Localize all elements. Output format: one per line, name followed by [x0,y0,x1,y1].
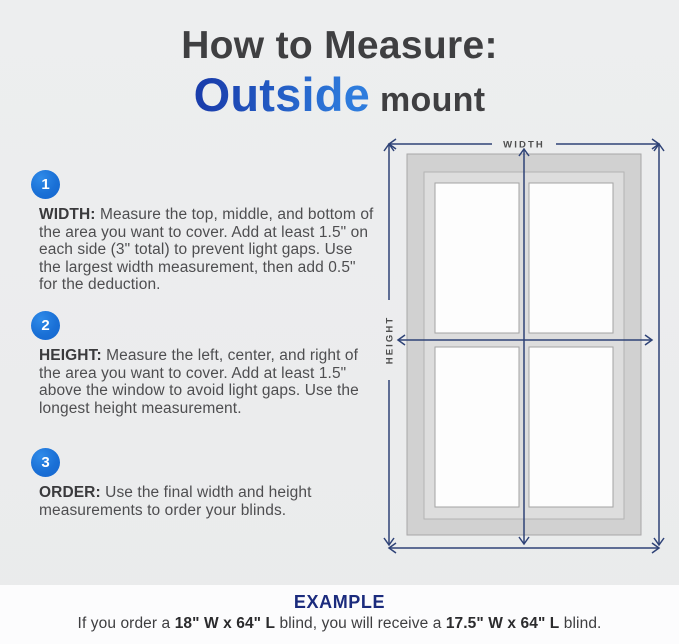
step-height-body: Measure the left, center, and right of the area you want to cover. Add at least 1.5" above the window to avoid light gaps. Use the longest height measurement. [39,347,359,417]
example-part2: blind, you will receive a [275,615,446,632]
step-width [31,170,381,294]
title-line1: How to Measure: [181,24,498,67]
step-number-badge: 3 [31,448,60,477]
step-order-body: Use the final width and height measurements to order your blinds. [39,484,312,519]
window-pane-bottom-left [435,347,519,507]
title-highlight: Outside [193,68,370,121]
window-measure-diagram [378,128,670,590]
example-part1: If you order a [77,615,175,632]
example-sentence [0,615,679,633]
example-received-size: 17.5" W x 64" L [445,615,560,632]
title-suffix: mount [380,81,486,119]
window-measure-svg [378,128,670,590]
title-line2 [0,69,679,133]
example-part3: blind. [559,615,602,632]
step-width-label: WIDTH: [39,206,96,223]
step-order [31,448,381,519]
window-pane-top-right [529,183,613,333]
window-pane-top-left [435,183,519,333]
height-dimension-label: HEIGHT [384,315,396,365]
step-order-label: ORDER: [39,484,101,501]
window-pane-bottom-right [529,347,613,507]
title-block [0,24,679,133]
width-dimension-label: WIDTH [503,139,545,151]
step-number-badge: 1 [31,170,60,199]
step-number-badge: 2 [31,311,60,340]
step-order-text [39,484,375,519]
example-heading: EXAMPLE [293,592,386,612]
step-width-text [39,206,375,294]
example-ordered-size: 18" W x 64" L [174,615,276,632]
step-width-body: Measure the top, middle, and bottom of the area you want to cover. Add at least 1.5" on each side (3" total) to prevent light gaps. Use the largest width measurement, then add 0.5" for the deduction. [39,206,374,293]
step-height [31,311,381,417]
example-section [0,585,679,644]
step-height-text [39,347,375,417]
step-height-label: HEIGHT: [39,347,102,364]
